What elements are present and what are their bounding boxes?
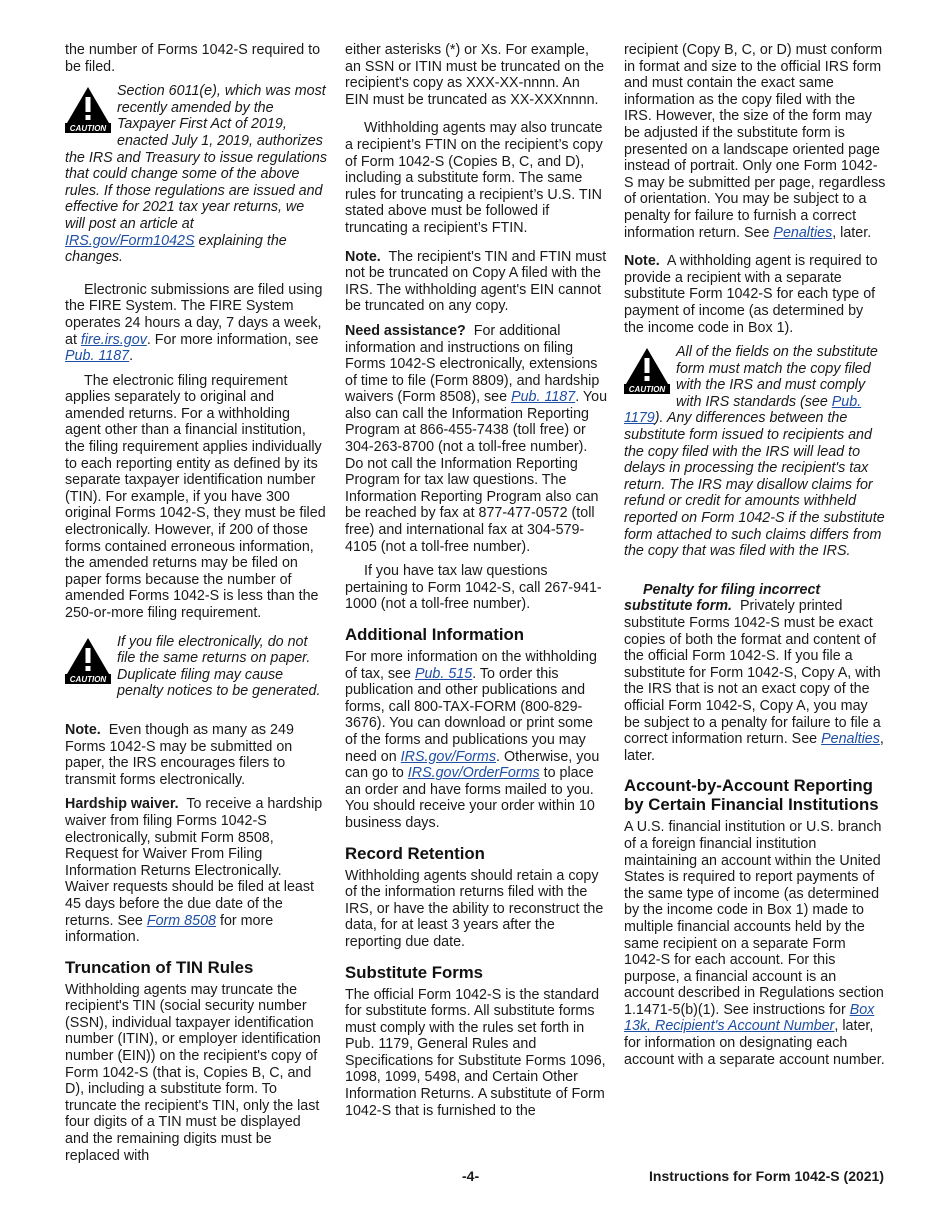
paragraph-substitute-forms: The official Form 1042-S is the standard for substitute forms. All substitute forms must comply with the rules set forth in Pub. 1179, General Rules and Specifications for Substitute Forms 1096, 1098, 1099, 5498, and Certain Other Information Returns. A substitute of Form 1042-S that is furnished to the: [345, 986, 606, 1119]
heading-truncation-tin: Truncation of TIN Rules: [65, 957, 254, 977]
paragraph-need-assistance: Need assistance? For additional information and instructions on filing Forms 1042-S electronically, extensions of time to file (Form 8809), and hardship waivers (Form 8508), see Pub. 1187. You also can call the Information Reporting Program at 866-455-7438 (toll free) or 304-263-8700 (not a toll-free number). Do not call the Information Reporting Program for tax law questions. The Information Reporting Program also can be reached by fax at 877-477-0572 (toll free) and international fax at 304-579-4105 (not a toll-free number).: [345, 322, 608, 555]
link-pub-515[interactable]: Pub. 515: [414, 665, 473, 682]
page-number: -4-: [462, 1168, 480, 1184]
paragraph-tax-law-questions: If you have tax law questions pertaining to Form 1042-S, call 267-941-1000 (not a toll-free number).: [345, 563, 602, 613]
link-irs-orderforms[interactable]: IRS.gov/OrderForms: [407, 765, 540, 782]
paragraph-truncation: Withholding agents may truncate the recipient's TIN (social security number (SSN), individual taxpayer identification number (ITIN), or employer identification number (EIN)) on the recipient's copy of Form 1042-S (that is, Copies B, C, and D), including a substitute form. To truncate the recipient's TIN, only the last four digits of a TIN must be displayed and the remaining digits must be replaced with: [65, 981, 321, 1164]
caution-label: CAUTION: [69, 124, 107, 134]
paragraph-intro: the number of Forms 1042-S required to be filed.: [65, 42, 321, 75]
paragraph-additional-information: For more information on the withholding of tax, see Pub. 515. To order this publication and other publications and forms, call 800-TAX-FORM (800-829-3676). You can download or print some of the forms and publications you may need on IRS.gov/Forms. Otherwise, you can go to IRS.gov/OrderForms to place an order and have forms mailed to you. You should receive your order within 10 business days.: [345, 649, 600, 831]
caution-block-duplicate-filing: [65, 634, 327, 700]
caution-icon: [65, 85, 111, 133]
caution-block-regulations: [65, 83, 327, 266]
caution-text-end: explaining the changes.: [65, 232, 287, 266]
link-form-8508[interactable]: Form 8508: [146, 912, 216, 929]
paragraph-substitute-cont: recipient (Copy B, C, or D) must conform in format and size to the official IRS form and must contain the exact same information as the copy filed with the IRS. However, the size of the form may be adjusted if the substitute form is presented on a landscape oriented page instead of portrait. Only one Form 1042-S may be submitted per page, regardless of orientation. You may be subject to a penalty for failure to furnish a correct information return. See Penalties, later.: [624, 42, 886, 241]
paragraph-truncation-cont: either asterisks (*) or Xs. For example, an SSN or ITIN must be truncated on the recipient's copy as XXX-XX-nnnn. An EIN must be truncated as XX-XXXnnnn.: [345, 42, 605, 108]
paragraph-record-retention: Withholding agents should retain a copy of the information returns filed with the IRS, or have the ability to reconstruct the data, for at least 3 years after the reporting due date.: [345, 867, 604, 950]
footer-document-title: Instructions for Form 1042-S (2021): [649, 1168, 884, 1184]
paragraph-note-separate-form: Note. A withholding agent is required to provide a recipient with a separate substitute Form 1042-S for each type of payment of income (as determined by the income code in Box 1).: [624, 253, 878, 336]
column-right: [624, 42, 886, 1076]
caution-block-substitute-fields: CAUTION All of the fields on the substitute form must match the copy filed with the IRS and must comply with IRS standards (see Pub. 1179). Any differences between the substitute form issued to recipients and the copy filed with the IRS will lead to delays in processing the recipient's tax return. The IRS may disallow claims for refund or credit for amounts withheld reported on Form 1042-S if the substitute form attached to such claims differs from the copy that was filed with the IRS.: [624, 344, 885, 560]
paragraph-filing-requirement: The electronic filing requirement applies separately to original and amended returns. For a withholding agent other than a financial institution, the filing requirement applies individually to each reporting entity as defined by its separate taxpayer identification number (TIN). For example, if you have 300 original Forms 1042-S, they must be filed electronically. However, if 200 of those forms contained erroneous information, the amended returns may be filed on paper forms because the number of amended Forms 1042-S is less than the 250-or-more filing requirement.: [65, 372, 326, 621]
caution-label: CAUTION: [628, 385, 666, 395]
heading-record-retention: Record Retention: [345, 843, 485, 863]
paragraph-hardship-waiver: Hardship waiver. To receive a hardship waiver from filing Forms 1042-S electronically, submit Form 8508, Request for Waiver From Filing Information Returns Electronically. Waiver requests should be filed at least 45 days before the due date of the returns. See Form 8508 for more information.: [65, 796, 323, 946]
link-fire-irs-gov[interactable]: fire.irs.gov: [80, 331, 147, 348]
paragraph-ftin: Withholding agents may also truncate a recipient’s FTIN on the recipient’s copy of Form 1042-S (Copies B, C, and D), including a substitute form. The same rules for truncating a recipient’s U.S. TIN stated above must be followed if truncating a recipient’s FTIN.: [345, 120, 603, 236]
column-middle: [345, 42, 607, 1127]
paragraph-electronic-submissions: Electronic submissions are filed using the FIRE System. The FIRE System operates 24 hours a day, 7 days a week, at fire.irs.gov. For more information, see Pub. 1187.: [65, 281, 323, 365]
caution-icon: [65, 636, 111, 684]
link-irs-forms[interactable]: IRS.gov/Forms: [400, 748, 496, 765]
link-penalties[interactable]: Penalties: [773, 224, 833, 241]
caution-icon: [624, 346, 670, 394]
link-pub-1179[interactable]: Pub. 1179: [624, 393, 862, 427]
paragraph-account-by-account: A U.S. financial institution or U.S. branch of a foreign financial institution maintaining an account within the United States is required to report payments of the same type of income (as determined by the income code in Box 1) made to multiple financial accounts held by the same recipient on a separate Form 1042-S for each account. For this purpose, a financial account is an account described in Regulations section 1.1471-5(b)(1). See instructions for Box 13k, Recipient's Account Number, later, for information on designating each account with a separate account number.: [624, 819, 885, 1068]
column-left: [65, 42, 327, 1172]
caution-text: Section 6011(e), which was most recently amended by the Taxpayer First Act of 2019, enacted July 1, 2019, authorizes the IRS and Treasury to issue regulations that could change some of the above rules. If those regulations are issued and effective for 2021 tax year returns, we will post an article at: [65, 83, 327, 232]
link-pub-1187[interactable]: Pub. 1187: [65, 348, 130, 365]
link-pub-1187[interactable]: Pub. 1187: [511, 389, 576, 406]
heading-additional-information: Additional Information: [345, 625, 524, 644]
caution-label: CAUTION: [69, 674, 107, 684]
heading-substitute-forms: Substitute Forms: [345, 962, 483, 982]
caution-text: If you file electronically, do not file the same returns on paper. Duplicate filing may cause penalty notices to be generated.: [117, 633, 321, 700]
paragraph-penalty-incorrect: Penalty for filing incorrect substitute form. Privately printed substitute Forms 1042-S must be exact copies of both the format and content of the official Form 1042-S. If you file a substitute for Form 1042-S, Copy A, with the IRS that is not an exact copy of the official Form 1042-S, Copy A, you may be subject to a penalty for failure to file a correct information return. See Penalties, later.: [624, 581, 884, 764]
heading-account-by-account: Account-by-Account Reporting by Certain Financial Institutions: [624, 776, 879, 815]
link-box-13k[interactable]: Box 13k, Recipient's Account Number: [624, 1001, 875, 1035]
paragraph-note-tin: Note. The recipient's TIN and FTIN must not be truncated on Copy A filed with the IRS. The withholding agent's EIN cannot be truncated on any copy.: [345, 248, 607, 315]
link-irs-form1042s[interactable]: IRS.gov/Form1042S: [65, 232, 195, 249]
paragraph-note-paper: Note. Even though as many as 249 Forms 1042-S may be submitted on paper, the IRS encourages filers to transmit forms electronically.: [65, 721, 294, 788]
link-penalties[interactable]: Penalties: [821, 731, 880, 748]
